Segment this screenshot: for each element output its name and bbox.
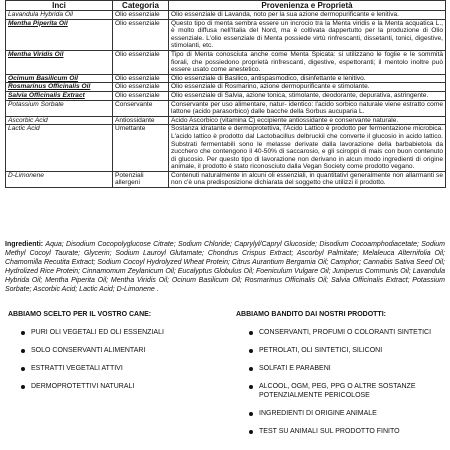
chosen-item [8,382,208,391]
banned-item [236,364,446,373]
inci-cell: Potassium Sorbate [6,100,113,116]
chosen-item-label: SOLO CONSERVANTI ALIMENTARI [31,347,146,354]
table-row [6,91,446,100]
table-row [6,116,446,125]
chosen-item-label: PURI OLI VEGETALI ED OLI ESSENZIALI [31,329,164,336]
table-row [6,125,446,172]
description-cell: Contenuti naturalmente in alcuni oli essenziali, in quantitativi generalmente non allarmanti se non c'è una predisposizione dichiarata del soggetto che utilizzi il prodotto. [169,171,446,187]
inci-cell: Ocimum Basilicum Oil [6,74,113,83]
ingredients-label: Ingredienti: [5,241,44,248]
banned-item-label: SOLFATI E PARABENI [259,365,331,372]
banned-item-label: ALCOOL, OGM, PEG, PPG O ALTRE SOSTANZE POTENZIALMENTE PERICOLOSE [259,383,416,399]
ingredients-table [5,0,446,188]
description-cell: Olio essenziale di Rosmarino, azione dermopurificante e stimolante. [169,83,446,92]
category-cell: Olio essenziale [113,91,169,100]
category-cell: Olio essenziale [113,50,169,74]
table-header-row [6,1,446,11]
table-row [6,171,446,187]
bullet-icon [21,331,25,335]
description-cell: Questo tipo di menta sembra essere un incrocio tra la Menta viridis e la Menta acquatica L., è molto diffusa nell'Italia del Nord, ma è coltivata dappertutto per la produzione di Olio essenziale. L'olio essenziale di Menta possiede virtù rinfrescanti, dissetanti, tonici, digestive, stimolanti, etc. [169,19,446,50]
table-row [6,100,446,116]
banned-item [236,328,446,337]
banned-item-label: PETROLATI, OLI SINTETICI, SILICONI [259,347,383,354]
chosen-item [8,364,208,373]
inci-cell: Rosmarinus Officinalis Oil [6,83,113,92]
header-inci: Inci [6,1,113,11]
inci-cell: Lactic Acid [6,125,113,172]
ingredients-list [5,240,445,294]
description-cell: Olio essenziale di Lavanda, noto per la sua azione dermopurificante e lenitiva. [169,11,446,20]
chosen-item-label: DERMOPROTETTIVI NATURALI [31,383,135,390]
description-cell: Olio essenziale di Basilico, antispasmodico, disinfettante e lenitivo. [169,74,446,83]
chosen-item [8,346,208,355]
header-categoria: Categoria [113,1,169,11]
banned-item-label: TEST SU ANIMALI SUL PRODOTTO FINITO [259,428,400,435]
banned-list [236,328,446,436]
bullet-icon [249,349,253,353]
ingredients-text: Aqua; Disodium Cocopolyglucose Citrate; Sodium Chloride; Caprylyl/Capryl Glucoside; Disodium Cocoamphodiacetate; Sodium Methyl Cocoyl Taurate; Glycerin; Sodium Lauroyl Glutamate; Chondrus Crispus Extract; Ascorbyl Palmitate; Melaleuca Alternifolia Oil; Chamomilla Recutita Extract; Sodium Cocoyl Hydrolyzed Wheat Protein; Citrus Aurantium Bergamia Oil; Camphor; Cannabis Sativa Seed Oil; Hydrolized Rice Protein; Cinnamomum Zeylanicum Oil; Eucalyptus Globulus Oil; Foeniculum Vulgare Oil; Juniperus Communis Oil; Lavandula Hybrida Oil; Mentha Piperita Oil; Mentha Viridis Oil; Ocinum Basilicum Oil; Rosmarinus Officinalis Oil; Salvia Officinalis Extract; Potassium Sorbate; Ascorbic Acid; Lactic Acid; D-Limonene . [5,241,445,293]
bullet-icon [249,385,253,389]
inci-cell: Lavandula Hybrida Oil [6,11,113,20]
category-cell: Olio essenziale [113,11,169,20]
category-cell: Olio essenziale [113,19,169,50]
table-row [6,83,446,92]
table-row [6,50,446,74]
chosen-item-label: ESTRATTI VEGETALI ATTIVI [31,365,123,372]
table-row [6,19,446,50]
description-cell: Tipo di Menta conosciuta anche come Menta Spicata: si utilizzano le foglie e le sommità fiorali, che possiedono proprietà rinfrescanti, digestive, espettoranti; il mentolo inoltre può essere usato come anestetico. [169,50,446,74]
bullet-icon [21,349,25,353]
category-cell: Antiossidante [113,116,169,125]
chosen-list [8,328,208,391]
description-cell: Conservante per uso alimentare, natur- identico: l'acido sorbico naturale viene estratto come lattone (acido parasorbico) dalle bacche della Sorbus aucuparia L. [169,100,446,116]
header-provenienza: Provenienza e Proprietà [169,1,446,11]
table-row [6,74,446,83]
banned-title: ABBIAMO BANDITO DAI NOSTRI PRODOTTI: [236,311,386,318]
bullet-icon [249,367,253,371]
description-cell: Olio essenziale di Salvia, azione tonica, stimolante, deodorante, depurativa, astringente. [169,91,446,100]
category-cell: Umettante [113,125,169,172]
banned-item [236,346,446,355]
description-cell: Sostanza idratante e dermoprotettiva, l'Acido Lattico è prodotto per fermentazione microbica. L'acido lattico è prodotto dal Lactobacillus delbruckii che converte il glucosio in acido lattico. Substrati fermentabili sono le melasse derivate dalla lavorazione della barbabietola da zucchero che contengono il 40-50% di saccarosio, e gli sciroppi di mais con buon contenuto di glucosio. Per questo tipo di lavorazione non derivano in alcun modo ingredienti di origine animale, il prodotto è stato riconosciuto dalla Vegan Society come prodotto vegano. [169,125,446,172]
bullet-icon [21,367,25,371]
bullet-icon [249,430,253,434]
banned-item-label: CONSERVANTI, PROFUMI O COLORANTI SINTETICI [259,329,432,336]
inci-cell: Mentha Piperita Oil [6,19,113,50]
inci-cell: D-Limonene [6,171,113,187]
inci-cell: Ascorbic Acid [6,116,113,125]
banned-item [236,427,446,436]
category-cell: Conservante [113,100,169,116]
category-cell: Potenziali allergeni [113,171,169,187]
chosen-section [8,311,208,400]
category-cell: Olio essenziale [113,83,169,92]
bullet-icon [21,385,25,389]
table-body [6,11,446,188]
chosen-item [8,328,208,337]
description-cell: Acido Ascorbico (vitamina C) eccipiente antiossidante e conservante naturale. [169,116,446,125]
banned-item [236,409,446,418]
chosen-title: ABBIAMO SCELTO PER IL VOSTRO CANE: [8,311,152,318]
bullet-icon [249,412,253,416]
bullet-icon [249,331,253,335]
table-row [6,11,446,20]
inci-cell: Mentha Viridis Oil [6,50,113,74]
banned-section [236,311,446,445]
banned-item [236,382,446,400]
inci-cell: Salvia Officinalis Extract [6,91,113,100]
banned-item-label: INGREDIENTI DI ORIGINE ANIMALE [259,410,377,417]
category-cell: Olio essenziale [113,74,169,83]
